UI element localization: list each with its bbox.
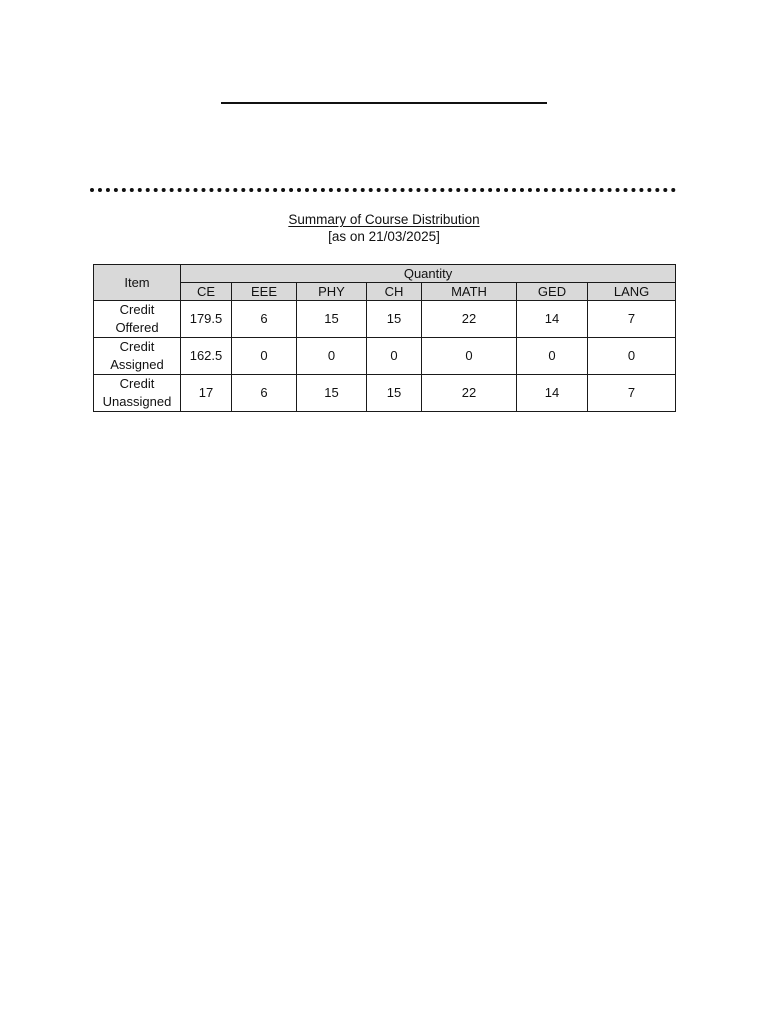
document-title	[0, 211, 768, 228]
column-header-ged: GED	[517, 283, 588, 301]
column-header-eee: EEE	[232, 283, 297, 301]
document-title-text: Summary of Course Distribution	[288, 212, 480, 227]
table-header-row	[94, 265, 676, 283]
table-cell: 0	[297, 338, 367, 375]
table-row-credit-assigned	[94, 338, 676, 375]
table-cell: 0	[232, 338, 297, 375]
table-cell: 15	[297, 375, 367, 412]
table-cell: 0	[422, 338, 517, 375]
table-cell: 179.5	[181, 301, 232, 338]
row-label-line1: Credit	[119, 302, 155, 317]
row-label	[94, 375, 181, 412]
table-cell: 15	[297, 301, 367, 338]
row-label-line2: Assigned	[110, 357, 164, 372]
column-header-lang: LANG	[588, 283, 676, 301]
row-label-line1: Credit	[119, 376, 155, 391]
table-cell: 6	[232, 301, 297, 338]
table-cell: 7	[588, 301, 676, 338]
row-label-line2: Unassigned	[102, 394, 172, 409]
item-column-header: Item	[94, 265, 181, 301]
column-header-ce: CE	[181, 283, 232, 301]
signature-line	[221, 102, 547, 104]
row-label-line1: Credit	[119, 339, 155, 354]
column-header-ch: CH	[367, 283, 422, 301]
table-cell: 7	[588, 375, 676, 412]
table-cell: 22	[422, 301, 517, 338]
table-row-credit-offered	[94, 301, 676, 338]
table-row-credit-unassigned	[94, 375, 676, 412]
table-cell: 15	[367, 301, 422, 338]
row-label	[94, 301, 181, 338]
table-cell: 162.5	[181, 338, 232, 375]
dotted-separator	[90, 188, 676, 192]
row-label	[94, 338, 181, 375]
table-subheader-row	[94, 283, 676, 301]
table-cell: 22	[422, 375, 517, 412]
table-cell: 14	[517, 375, 588, 412]
column-header-phy: PHY	[297, 283, 367, 301]
table-cell: 14	[517, 301, 588, 338]
table-cell: 15	[367, 375, 422, 412]
table-cell: 0	[588, 338, 676, 375]
column-header-math: MATH	[422, 283, 517, 301]
table-cell: 0	[367, 338, 422, 375]
table-cell: 6	[232, 375, 297, 412]
course-distribution-table	[93, 264, 676, 412]
row-label-line2: Offered	[115, 320, 159, 335]
table-cell: 0	[517, 338, 588, 375]
quantity-group-header: Quantity	[181, 265, 676, 283]
table-cell: 17	[181, 375, 232, 412]
document-date: [as on 21/03/2025]	[328, 229, 440, 244]
